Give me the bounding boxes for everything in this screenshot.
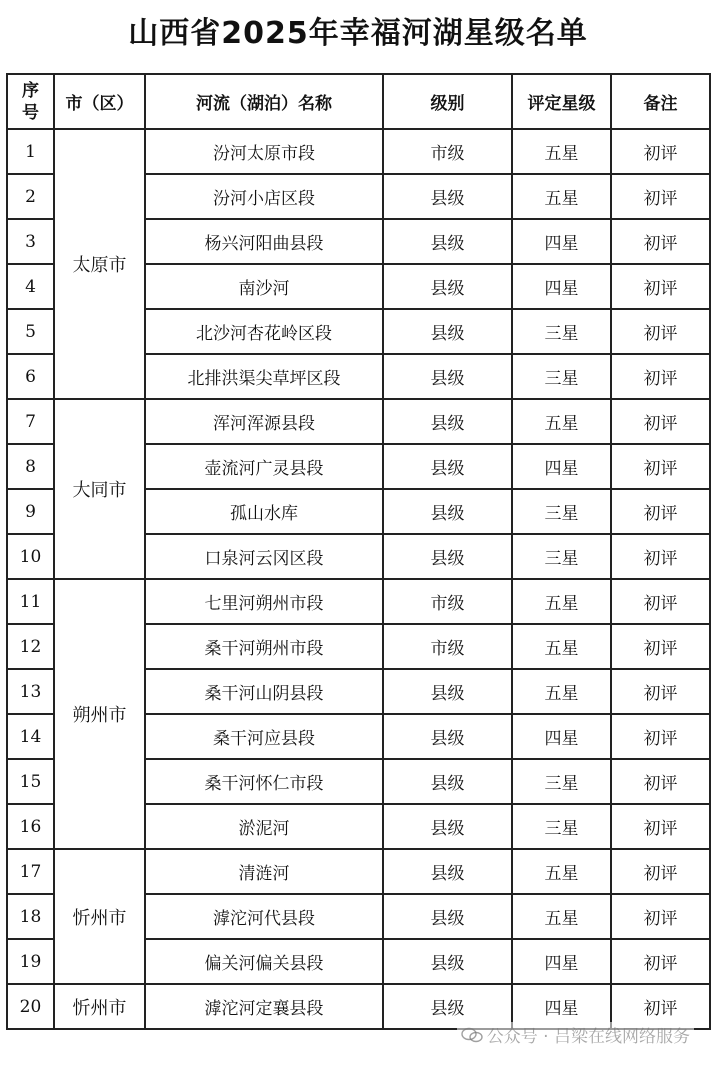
cell-city: 朔州市	[54, 579, 145, 849]
cell-stars: 三星	[512, 534, 611, 579]
cell-name: 偏关河偏关县段	[145, 939, 383, 984]
cell-city: 忻州市	[54, 984, 145, 1029]
cell-note: 初评	[611, 264, 710, 309]
cell-note: 初评	[611, 399, 710, 444]
cell-seq: 16	[7, 804, 54, 849]
cell-note: 初评	[611, 669, 710, 714]
cell-name: 北沙河杏花岭区段	[145, 309, 383, 354]
cell-level: 县级	[383, 399, 512, 444]
cell-note: 初评	[611, 534, 710, 579]
cell-seq: 20	[7, 984, 54, 1029]
cell-seq: 5	[7, 309, 54, 354]
header-level: 级别	[383, 74, 512, 129]
cell-level: 县级	[383, 669, 512, 714]
cell-stars: 五星	[512, 399, 611, 444]
cell-level: 市级	[383, 624, 512, 669]
cell-name: 七里河朔州市段	[145, 579, 383, 624]
cell-level: 县级	[383, 264, 512, 309]
cell-name: 浑河浑源县段	[145, 399, 383, 444]
cell-stars: 四星	[512, 219, 611, 264]
cell-level: 县级	[383, 174, 512, 219]
cell-city: 忻州市	[54, 849, 145, 984]
cell-note: 初评	[611, 849, 710, 894]
cell-stars: 三星	[512, 489, 611, 534]
cell-level: 县级	[383, 984, 512, 1029]
table-row	[7, 129, 710, 174]
cell-stars: 五星	[512, 129, 611, 174]
table-body	[7, 129, 710, 1029]
watermark-text: 公众号 · 吕梁在线网络服务	[486, 1027, 690, 1047]
cell-level: 县级	[383, 534, 512, 579]
cell-note: 初评	[611, 579, 710, 624]
cell-stars: 五星	[512, 669, 611, 714]
header-seq	[7, 74, 54, 129]
cell-stars: 四星	[512, 984, 611, 1029]
cell-seq: 13	[7, 669, 54, 714]
cell-name: 淤泥河	[145, 804, 383, 849]
cell-name: 壶流河广灵县段	[145, 444, 383, 489]
river-star-table	[6, 73, 711, 1030]
cell-seq: 7	[7, 399, 54, 444]
cell-stars: 五星	[512, 174, 611, 219]
cell-name: 孤山水库	[145, 489, 383, 534]
cell-note: 初评	[611, 129, 710, 174]
table-row	[7, 849, 710, 894]
cell-seq: 17	[7, 849, 54, 894]
table-row	[7, 579, 710, 624]
header-seq-label: 序 号	[22, 80, 39, 123]
cell-name: 汾河太原市段	[145, 129, 383, 174]
cell-level: 县级	[383, 489, 512, 534]
watermark	[457, 1022, 694, 1047]
cell-name: 杨兴河阳曲县段	[145, 219, 383, 264]
cell-stars: 三星	[512, 804, 611, 849]
cell-stars: 四星	[512, 714, 611, 759]
cell-name: 口泉河云冈区段	[145, 534, 383, 579]
cell-name: 滹沱河代县段	[145, 894, 383, 939]
cell-level: 市级	[383, 579, 512, 624]
cell-note: 初评	[611, 984, 710, 1029]
cell-stars: 四星	[512, 444, 611, 489]
cell-city: 太原市	[54, 129, 145, 399]
cell-name: 南沙河	[145, 264, 383, 309]
cell-level: 县级	[383, 714, 512, 759]
cell-stars: 四星	[512, 264, 611, 309]
cell-city: 大同市	[54, 399, 145, 579]
cell-level: 县级	[383, 849, 512, 894]
cell-note: 初评	[611, 489, 710, 534]
cell-stars: 五星	[512, 624, 611, 669]
cell-name: 桑干河怀仁市段	[145, 759, 383, 804]
cell-seq: 12	[7, 624, 54, 669]
cell-stars: 五星	[512, 849, 611, 894]
cell-name: 汾河小店区段	[145, 174, 383, 219]
table-row	[7, 399, 710, 444]
cell-note: 初评	[611, 714, 710, 759]
cell-seq: 9	[7, 489, 54, 534]
cell-note: 初评	[611, 939, 710, 984]
cell-note: 初评	[611, 894, 710, 939]
cell-note: 初评	[611, 624, 710, 669]
cell-stars: 五星	[512, 579, 611, 624]
cell-level: 县级	[383, 309, 512, 354]
cell-seq: 14	[7, 714, 54, 759]
cell-note: 初评	[611, 444, 710, 489]
cell-stars: 四星	[512, 939, 611, 984]
cell-seq: 19	[7, 939, 54, 984]
cell-stars: 三星	[512, 759, 611, 804]
wechat-icon	[461, 1027, 483, 1043]
header-city: 市（区）	[54, 74, 145, 129]
cell-level: 县级	[383, 219, 512, 264]
cell-note: 初评	[611, 309, 710, 354]
cell-level: 县级	[383, 939, 512, 984]
page-title: 山西省2025年幸福河湖星级名单	[128, 16, 588, 51]
header-stars: 评定星级	[512, 74, 611, 129]
cell-level: 县级	[383, 804, 512, 849]
cell-note: 初评	[611, 174, 710, 219]
cell-seq: 11	[7, 579, 54, 624]
cell-seq: 8	[7, 444, 54, 489]
cell-note: 初评	[611, 354, 710, 399]
cell-level: 县级	[383, 894, 512, 939]
table-header-row	[7, 74, 710, 129]
header-note: 备注	[611, 74, 710, 129]
cell-stars: 三星	[512, 309, 611, 354]
cell-note: 初评	[611, 759, 710, 804]
cell-stars: 五星	[512, 894, 611, 939]
cell-name: 北排洪渠尖草坪区段	[145, 354, 383, 399]
cell-seq: 4	[7, 264, 54, 309]
cell-level: 市级	[383, 129, 512, 174]
cell-level: 县级	[383, 759, 512, 804]
cell-seq: 18	[7, 894, 54, 939]
cell-level: 县级	[383, 354, 512, 399]
cell-seq: 3	[7, 219, 54, 264]
cell-seq: 15	[7, 759, 54, 804]
cell-note: 初评	[611, 219, 710, 264]
cell-name: 滹沱河定襄县段	[145, 984, 383, 1029]
cell-name: 桑干河应县段	[145, 714, 383, 759]
cell-seq: 1	[7, 129, 54, 174]
cell-seq: 6	[7, 354, 54, 399]
cell-seq: 10	[7, 534, 54, 579]
cell-name: 桑干河朔州市段	[145, 624, 383, 669]
cell-name: 桑干河山阴县段	[145, 669, 383, 714]
cell-note: 初评	[611, 804, 710, 849]
cell-name: 清涟河	[145, 849, 383, 894]
cell-seq: 2	[7, 174, 54, 219]
header-name: 河流（湖泊）名称	[145, 74, 383, 129]
cell-level: 县级	[383, 444, 512, 489]
cell-stars: 三星	[512, 354, 611, 399]
